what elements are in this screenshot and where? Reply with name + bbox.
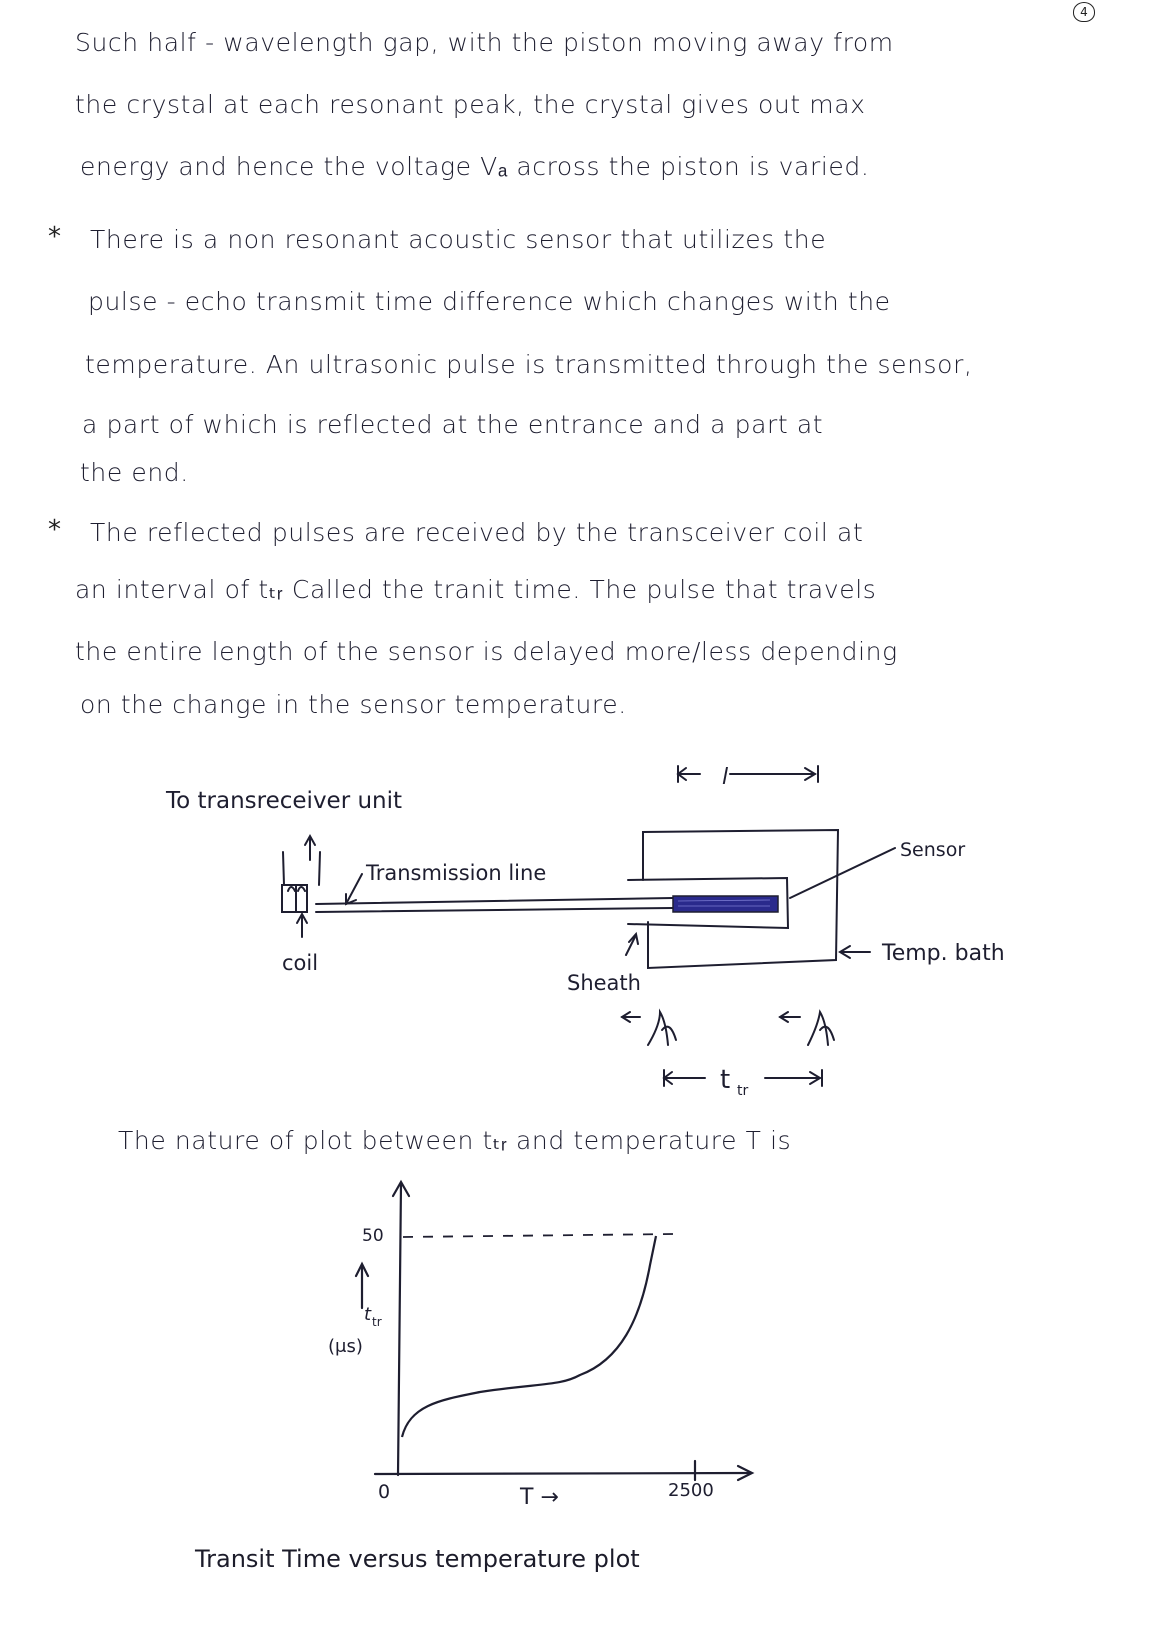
text-line: the crystal at each resonant peak, the crystal gives out max: [75, 90, 866, 119]
curve: [402, 1236, 656, 1437]
transit-time-label: t: [720, 1065, 731, 1095]
y-axis-label-t: t: [364, 1304, 372, 1325]
text-line: There is a non resonant acoustic sensor that utilizes the: [90, 225, 827, 254]
y-axis-label-sub: tr: [372, 1315, 382, 1329]
transit-time-subscript: tr: [737, 1083, 749, 1099]
text-line: energy and hence the voltage Vₐ across the piston is varied.: [80, 152, 870, 181]
bullet-star: *: [48, 515, 61, 545]
text-line: an interval of tₜᵣ Called the tranit time. The pulse that travels: [75, 575, 877, 604]
chart-caption: Transit Time versus temperature plot: [195, 1545, 640, 1573]
sensor-label: Sensor: [900, 839, 966, 861]
text-line: Such half - wavelength gap, with the piston moving away from: [75, 28, 894, 57]
transmission-line-label: Transmission line: [366, 861, 547, 885]
transreceiver-label: To transreceiver unit: [166, 788, 403, 814]
plot-intro-text: The nature of plot between tₜᵣ and temperature T is: [118, 1126, 792, 1155]
text-line: temperature. An ultrasonic pulse is transmitted through the sensor,: [85, 350, 973, 379]
x-tick-2500: 2500: [668, 1480, 714, 1501]
origin-label: 0: [378, 1481, 391, 1503]
sensor-diagram: [0, 750, 1154, 1099]
temp-bath-label: Temp. bath: [882, 941, 1005, 966]
text-line: a part of which is reflected at the entrance and a part at: [82, 410, 824, 439]
length-label: l: [722, 765, 729, 790]
transit-time-chart: [300, 1170, 760, 1510]
page-number: 4: [1073, 2, 1095, 22]
sheath-label: Sheath: [567, 971, 641, 995]
text-line: The reflected pulses are received by the transceiver coil at: [90, 518, 864, 547]
coil-label: coil: [282, 951, 319, 975]
text-line: pulse - echo transmit time difference which changes with the: [88, 287, 891, 316]
bullet-star: *: [48, 222, 61, 252]
text-line: the end.: [80, 458, 189, 487]
y-axis-unit: (μs): [328, 1336, 363, 1357]
text-line: on the change in the sensor temperature.: [80, 690, 627, 719]
sensor-element: [673, 896, 778, 912]
reference-line-50: [403, 1234, 676, 1237]
y-tick-50: 50: [362, 1226, 384, 1246]
text-line: the entire length of the sensor is delayed more/less depending: [75, 637, 898, 666]
x-axis-label: T →: [520, 1485, 559, 1510]
